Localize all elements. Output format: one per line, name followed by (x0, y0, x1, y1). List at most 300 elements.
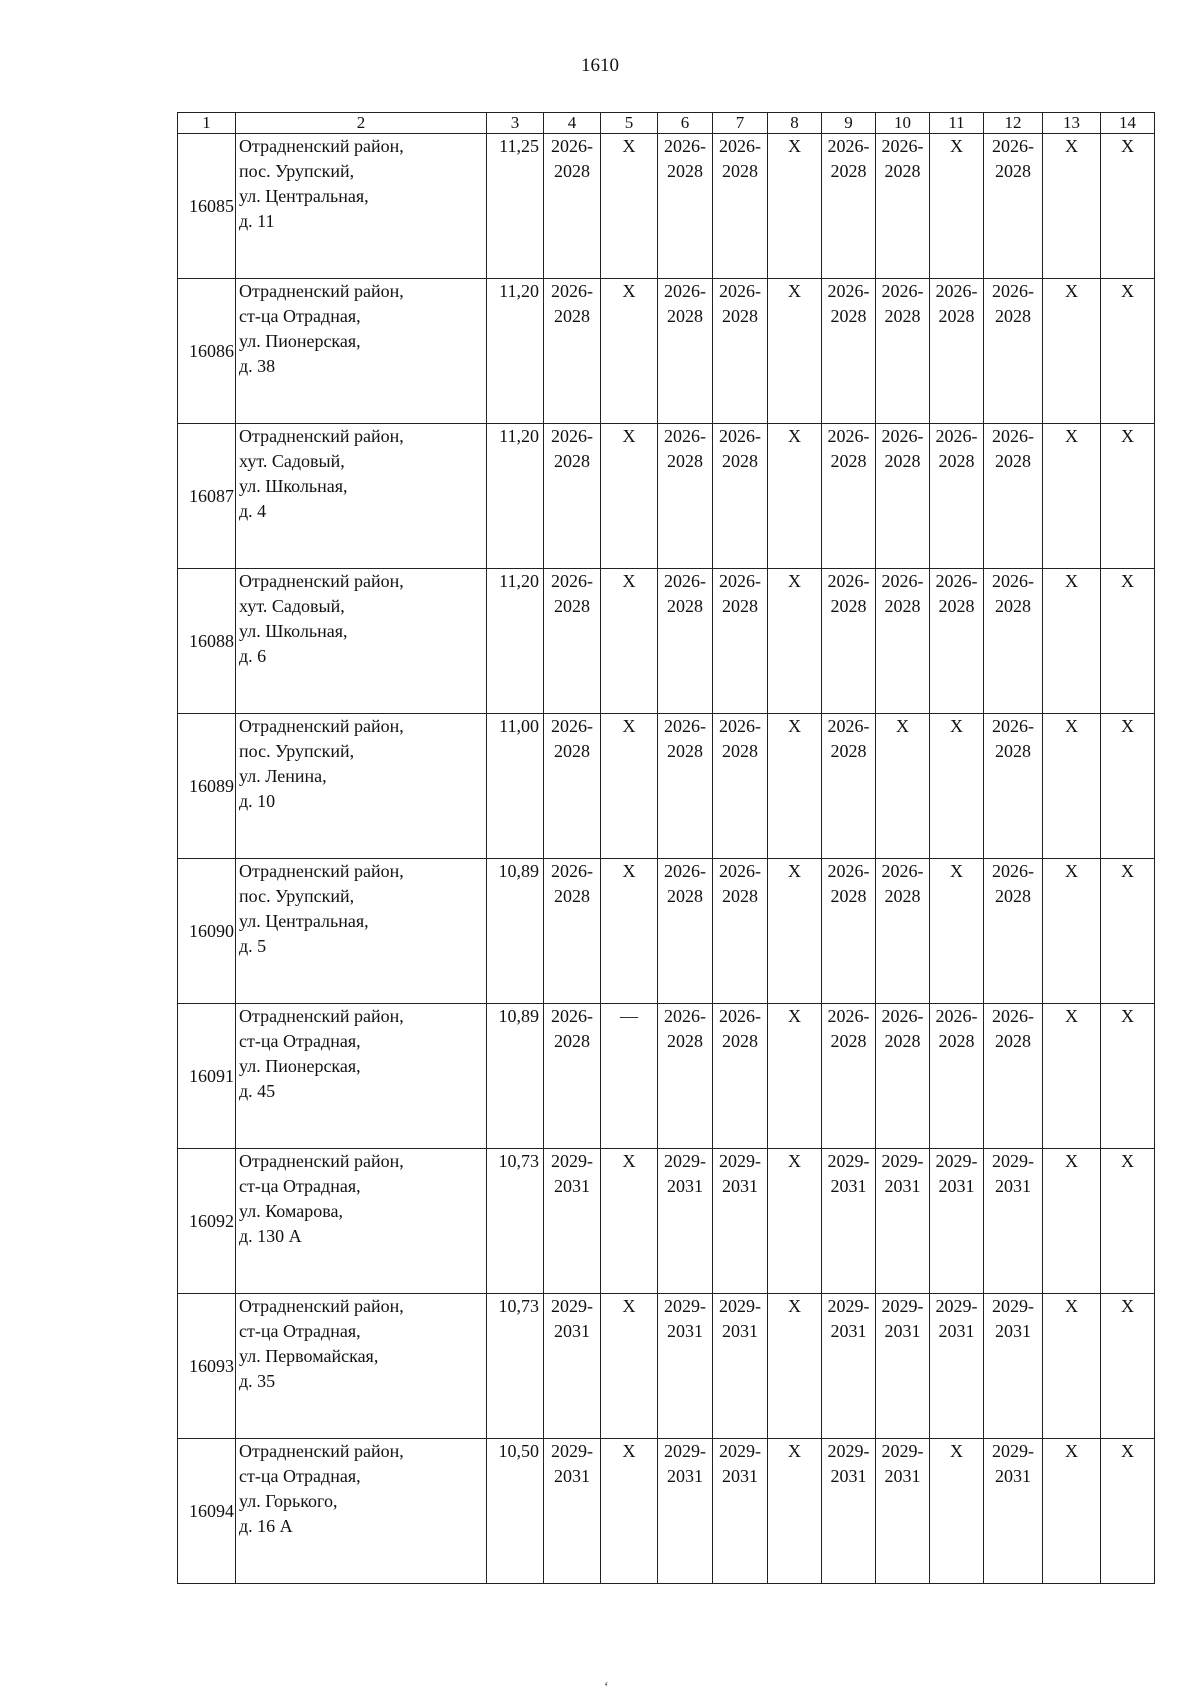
period-cell-col-5 (601, 1294, 658, 1439)
period-cell-col-12 (984, 859, 1043, 1004)
period-cell-col-5 (601, 1004, 658, 1149)
cell-line: 2026- (992, 861, 1034, 881)
cell-line: 2029- (827, 1151, 870, 1171)
cell-line: 2031 (722, 1321, 758, 1341)
page-number: 1610 (581, 55, 619, 76)
cell-line: 2028 (884, 596, 921, 616)
cell-line: 2026- (992, 426, 1034, 446)
cell-line: X (1065, 1441, 1078, 1461)
cell-line: X (1121, 716, 1134, 736)
scan-mark: ‘ (604, 1680, 609, 1695)
period-cell-col-11 (930, 134, 984, 279)
cell-line: 2031 (884, 1176, 921, 1196)
cell-line: 2029- (551, 1296, 593, 1316)
period-cell-col-5 (601, 714, 658, 859)
cell-line: 2028 (554, 1031, 590, 1051)
cell-line: 2031 (554, 1466, 590, 1486)
period-cell-col-5 (601, 424, 658, 569)
cell-line: 2028 (995, 306, 1031, 326)
period-cell-col-10 (876, 1004, 930, 1149)
address-line: ул. Центральная, (239, 186, 369, 206)
area-cell: 10,89 (487, 1004, 544, 1149)
cell-line: X (1121, 281, 1134, 301)
cell-line: 2029- (664, 1441, 706, 1461)
period-cell-col-14 (1101, 1149, 1155, 1294)
period-cell-col-13 (1043, 1439, 1101, 1584)
cell-line: 2031 (830, 1321, 867, 1341)
period-cell-col-7 (713, 569, 768, 714)
column-header-9: 9 (822, 113, 876, 134)
period-cell-col-9 (822, 1149, 876, 1294)
period-cell-col-14 (1101, 1439, 1155, 1584)
cell-line: 2028 (722, 596, 758, 616)
cell-line: 2029- (881, 1151, 924, 1171)
column-header-11: 11 (930, 113, 984, 134)
address-line: ул. Пионерская, (239, 331, 361, 351)
address-cell (236, 714, 487, 859)
period-cell-col-8 (768, 569, 822, 714)
period-cell-col-4 (544, 424, 601, 569)
cell-line: 2026- (664, 1006, 706, 1026)
period-cell-col-5 (601, 859, 658, 1004)
cell-line: X (1121, 571, 1134, 591)
table-row (178, 1004, 1155, 1149)
period-cell-col-14 (1101, 714, 1155, 859)
period-cell-col-8 (768, 1294, 822, 1439)
cell-line: 2026- (827, 1006, 870, 1026)
column-header-12: 12 (984, 113, 1043, 134)
address-line: ул. Школьная, (239, 476, 348, 496)
cell-line: 2026- (827, 136, 870, 156)
cell-line: 2026- (719, 716, 761, 736)
cell-line: 2029- (827, 1296, 870, 1316)
period-cell-col-6 (658, 134, 713, 279)
cell-line: X (622, 1296, 636, 1316)
period-cell-col-12 (984, 134, 1043, 279)
period-cell-col-9 (822, 424, 876, 569)
address-cell (236, 1439, 487, 1584)
period-cell-col-5 (601, 279, 658, 424)
period-cell-col-9 (822, 1004, 876, 1149)
period-cell-col-13 (1043, 424, 1101, 569)
row-number: 16092 (178, 1149, 236, 1294)
cell-line: 2031 (884, 1321, 921, 1341)
address-cell (236, 569, 487, 714)
period-cell-col-14 (1101, 1004, 1155, 1149)
period-cell-col-10 (876, 134, 930, 279)
cell-line: X (788, 426, 801, 446)
cell-line: 2026- (551, 1006, 593, 1026)
cell-line: 2026- (935, 281, 978, 301)
cell-line: 2026- (992, 716, 1034, 736)
address-line: ст-ца Отрадная, (239, 1176, 361, 1196)
cell-line: 2028 (938, 596, 975, 616)
period-cell-col-14 (1101, 1294, 1155, 1439)
cell-line: 2026- (551, 426, 593, 446)
area-cell: 11,20 (487, 424, 544, 569)
cell-line: 2029- (719, 1151, 761, 1171)
address-cell (236, 1004, 487, 1149)
address-line: д. 11 (239, 211, 275, 231)
period-cell-col-8 (768, 279, 822, 424)
cell-line: 2028 (667, 306, 703, 326)
period-cell-col-5 (601, 569, 658, 714)
cell-line: 2026- (935, 571, 978, 591)
cell-line: X (1065, 1151, 1078, 1171)
period-cell-col-9 (822, 279, 876, 424)
period-cell-col-11 (930, 279, 984, 424)
period-cell-col-8 (768, 859, 822, 1004)
cell-line: 2029- (664, 1296, 706, 1316)
cell-line: 2026- (992, 136, 1034, 156)
cell-line: 2026- (827, 571, 870, 591)
period-cell-col-10 (876, 1149, 930, 1294)
period-cell-col-6 (658, 424, 713, 569)
table-row (178, 279, 1155, 424)
address-cell (236, 279, 487, 424)
period-cell-col-7 (713, 1149, 768, 1294)
cell-line: 2031 (938, 1176, 975, 1196)
cell-line: 2026- (551, 861, 593, 881)
cell-line: 2026- (664, 426, 706, 446)
cell-line: X (1065, 426, 1078, 446)
column-header-10: 10 (876, 113, 930, 134)
cell-line: X (1065, 281, 1078, 301)
cell-line: X (1121, 861, 1134, 881)
period-cell-col-5 (601, 134, 658, 279)
period-cell-col-10 (876, 569, 930, 714)
period-cell-col-11 (930, 1149, 984, 1294)
address-cell (236, 134, 487, 279)
period-cell-col-8 (768, 424, 822, 569)
cell-line: X (896, 716, 909, 736)
cell-line: 2028 (722, 451, 758, 471)
address-line: ст-ца Отрадная, (239, 306, 361, 326)
cell-line: 2026- (827, 716, 870, 736)
period-cell-col-12 (984, 424, 1043, 569)
cell-line: X (788, 861, 801, 881)
address-line: ул. Школьная, (239, 621, 348, 641)
cell-line: 2028 (830, 886, 867, 906)
cell-line: X (622, 571, 636, 591)
address-cell (236, 1294, 487, 1439)
address-line: ул. Первомайская, (239, 1346, 379, 1366)
period-cell-col-13 (1043, 134, 1101, 279)
period-cell-col-8 (768, 1004, 822, 1149)
column-header-4: 4 (544, 113, 601, 134)
cell-line: X (1065, 136, 1078, 156)
cell-line: 2026- (827, 861, 870, 881)
table-row (178, 134, 1155, 279)
period-cell-col-9 (822, 714, 876, 859)
cell-line: 2028 (667, 161, 703, 181)
cell-line: 2029- (935, 1296, 978, 1316)
cell-line: X (622, 1151, 636, 1171)
cell-line: 2026- (992, 281, 1034, 301)
cell-line: — (620, 1006, 638, 1026)
cell-line: 2026- (827, 281, 870, 301)
period-cell-col-7 (713, 714, 768, 859)
cell-line: X (950, 716, 963, 736)
cell-line: 2028 (830, 741, 867, 761)
address-line: хут. Садовый, (239, 451, 345, 471)
area-cell: 10,50 (487, 1439, 544, 1584)
address-line: д. 6 (239, 646, 267, 666)
cell-line: 2026- (719, 1006, 761, 1026)
period-cell-col-6 (658, 569, 713, 714)
cell-line: X (1065, 571, 1078, 591)
cell-line: X (788, 136, 801, 156)
cell-line: 2026- (664, 716, 706, 736)
address-line: ст-ца Отрадная, (239, 1321, 361, 1341)
address-cell (236, 424, 487, 569)
period-cell-col-4 (544, 1004, 601, 1149)
period-cell-col-7 (713, 1004, 768, 1149)
cell-line: X (788, 281, 801, 301)
cell-line: X (1121, 1006, 1134, 1026)
cell-line: X (1065, 1296, 1078, 1316)
period-cell-col-10 (876, 279, 930, 424)
cell-line: 2028 (554, 451, 590, 471)
period-cell-col-12 (984, 1149, 1043, 1294)
cell-line: 2028 (830, 596, 867, 616)
period-cell-col-13 (1043, 1294, 1101, 1439)
address-line: пос. Урупский, (239, 886, 355, 906)
cell-line: 2031 (830, 1176, 867, 1196)
address-cell (236, 859, 487, 1004)
cell-line: 2028 (938, 1031, 975, 1051)
cell-line: 2029- (719, 1296, 761, 1316)
cell-line: X (788, 1006, 801, 1026)
cell-line: 2028 (938, 451, 975, 471)
cell-line: 2028 (995, 451, 1031, 471)
period-cell-col-4 (544, 1149, 601, 1294)
cell-line: 2028 (995, 161, 1031, 181)
cell-line: X (1121, 1441, 1134, 1461)
address-line: ул. Пионерская, (239, 1056, 361, 1076)
address-line: д. 130 А (239, 1226, 302, 1246)
address-line: Отрадненский район, (239, 571, 404, 591)
cell-line: 2026- (935, 426, 978, 446)
cell-line: 2026- (881, 861, 924, 881)
cell-line: 2026- (992, 571, 1034, 591)
cell-line: 2031 (667, 1321, 703, 1341)
period-cell-col-7 (713, 859, 768, 1004)
period-cell-col-13 (1043, 569, 1101, 714)
cell-line: 2026- (664, 136, 706, 156)
cell-line: 2028 (554, 161, 590, 181)
period-cell-col-6 (658, 1149, 713, 1294)
cell-line: 2026- (551, 571, 593, 591)
period-cell-col-13 (1043, 1004, 1101, 1149)
cell-line: 2028 (995, 1031, 1031, 1051)
row-number: 16091 (178, 1004, 236, 1149)
period-cell-col-6 (658, 1004, 713, 1149)
address-line: ул. Центральная, (239, 911, 369, 931)
period-cell-col-14 (1101, 424, 1155, 569)
area-cell: 11,25 (487, 134, 544, 279)
cell-line: 2026- (719, 426, 761, 446)
period-cell-col-14 (1101, 279, 1155, 424)
cell-line: 2028 (995, 596, 1031, 616)
period-cell-col-7 (713, 134, 768, 279)
cell-line: X (950, 1441, 963, 1461)
area-cell: 11,20 (487, 279, 544, 424)
cell-line: 2026- (881, 1006, 924, 1026)
period-cell-col-11 (930, 714, 984, 859)
table-row (178, 569, 1155, 714)
address-cell (236, 1149, 487, 1294)
area-cell: 10,73 (487, 1149, 544, 1294)
address-line: д. 38 (239, 356, 276, 376)
period-cell-col-11 (930, 424, 984, 569)
cell-line: 2026- (827, 426, 870, 446)
cell-line: 2031 (995, 1176, 1031, 1196)
row-number: 16090 (178, 859, 236, 1004)
cell-line: 2029- (992, 1296, 1034, 1316)
area-cell: 11,00 (487, 714, 544, 859)
cell-line: X (788, 571, 801, 591)
address-line: Отрадненский район, (239, 1151, 404, 1171)
cell-line: X (788, 1441, 801, 1461)
period-cell-col-6 (658, 1294, 713, 1439)
address-line: д. 35 (239, 1371, 276, 1391)
cell-line: 2028 (830, 1031, 867, 1051)
cell-line: 2028 (884, 1031, 921, 1051)
row-number: 16087 (178, 424, 236, 569)
table-row (178, 859, 1155, 1004)
period-cell-col-10 (876, 1294, 930, 1439)
row-number: 16086 (178, 279, 236, 424)
cell-line: 2028 (667, 1031, 703, 1051)
address-line: Отрадненский район, (239, 136, 404, 156)
cell-line: 2031 (554, 1176, 590, 1196)
cell-line: 2028 (667, 886, 703, 906)
cell-line: 2028 (722, 886, 758, 906)
cell-line: 2026- (551, 136, 593, 156)
period-cell-col-12 (984, 1004, 1043, 1149)
period-cell-col-6 (658, 279, 713, 424)
period-cell-col-11 (930, 1294, 984, 1439)
cell-line: 2031 (554, 1321, 590, 1341)
cell-line: X (950, 861, 963, 881)
period-cell-col-12 (984, 569, 1043, 714)
address-line: д. 10 (239, 791, 276, 811)
cell-line: 2031 (938, 1321, 975, 1341)
cell-line: 2026- (881, 426, 924, 446)
cell-line: 2028 (722, 161, 758, 181)
cell-line: 2026- (992, 1006, 1034, 1026)
cell-line: X (950, 136, 963, 156)
cell-line: 2026- (719, 571, 761, 591)
address-line: ст-ца Отрадная, (239, 1031, 361, 1051)
period-cell-col-5 (601, 1149, 658, 1294)
cell-line: 2028 (554, 306, 590, 326)
cell-line: 2026- (664, 281, 706, 301)
period-cell-col-13 (1043, 279, 1101, 424)
cell-line: 2028 (667, 596, 703, 616)
cell-line: 2031 (667, 1466, 703, 1486)
cell-line: 2029- (664, 1151, 706, 1171)
address-line: Отрадненский район, (239, 1296, 404, 1316)
address-line: д. 4 (239, 501, 267, 521)
cell-line: 2029- (719, 1441, 761, 1461)
period-cell-col-4 (544, 1294, 601, 1439)
address-line: Отрадненский район, (239, 1441, 404, 1461)
period-cell-col-14 (1101, 859, 1155, 1004)
cell-line: 2026- (551, 716, 593, 736)
period-cell-col-10 (876, 714, 930, 859)
period-cell-col-4 (544, 714, 601, 859)
address-line: ул. Комарова, (239, 1201, 343, 1221)
period-cell-col-9 (822, 1439, 876, 1584)
cell-line: X (788, 1296, 801, 1316)
column-header-8: 8 (768, 113, 822, 134)
cell-line: 2026- (881, 281, 924, 301)
table-row (178, 1149, 1155, 1294)
column-header-6: 6 (658, 113, 713, 134)
row-number: 16089 (178, 714, 236, 859)
period-cell-col-10 (876, 1439, 930, 1584)
address-line: Отрадненский район, (239, 281, 404, 301)
row-number: 16093 (178, 1294, 236, 1439)
cell-line: 2028 (884, 161, 921, 181)
address-line: д. 16 А (239, 1516, 293, 1536)
period-cell-col-13 (1043, 714, 1101, 859)
address-line: Отрадненский район, (239, 861, 404, 881)
period-cell-col-9 (822, 1294, 876, 1439)
address-line: ул. Горького, (239, 1491, 338, 1511)
cell-line: X (1065, 716, 1078, 736)
cell-line: 2028 (938, 306, 975, 326)
cell-line: 2026- (881, 136, 924, 156)
cell-line: 2026- (935, 1006, 978, 1026)
header-row (178, 113, 1155, 134)
register-table (177, 112, 1155, 1584)
cell-line: X (1065, 1006, 1078, 1026)
table-row (178, 714, 1155, 859)
cell-line: 2029- (881, 1296, 924, 1316)
period-cell-col-12 (984, 714, 1043, 859)
row-number: 16085 (178, 134, 236, 279)
cell-line: 2028 (554, 741, 590, 761)
column-header-13: 13 (1043, 113, 1101, 134)
cell-line: 2026- (664, 571, 706, 591)
period-cell-col-8 (768, 714, 822, 859)
period-cell-col-10 (876, 424, 930, 569)
period-cell-col-8 (768, 1439, 822, 1584)
address-line: Отрадненский район, (239, 1006, 404, 1026)
cell-line: 2029- (992, 1151, 1034, 1171)
period-cell-col-14 (1101, 134, 1155, 279)
cell-line: X (1121, 1296, 1134, 1316)
address-line: Отрадненский район, (239, 426, 404, 446)
period-cell-col-13 (1043, 859, 1101, 1004)
cell-line: 2028 (830, 161, 867, 181)
period-cell-col-7 (713, 424, 768, 569)
cell-line: X (622, 281, 636, 301)
column-header-1: 1 (178, 113, 236, 134)
period-cell-col-6 (658, 1439, 713, 1584)
address-line: пос. Урупский, (239, 161, 355, 181)
column-header-3: 3 (487, 113, 544, 134)
cell-line: 2028 (884, 306, 921, 326)
table-row (178, 1294, 1155, 1439)
table-row (178, 424, 1155, 569)
cell-line: 2026- (551, 281, 593, 301)
period-cell-col-10 (876, 859, 930, 1004)
period-cell-col-4 (544, 279, 601, 424)
